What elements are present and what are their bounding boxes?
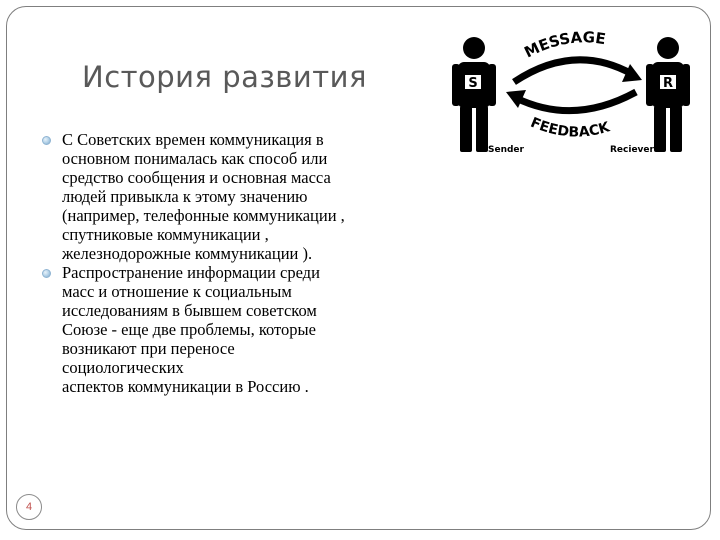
receiver-letter: R <box>662 76 674 91</box>
slide-title: История развития <box>82 60 367 94</box>
bullet-2-line-1: Распространение информации среди <box>62 263 320 282</box>
bullet-1-line-7: железнодорожные коммуникации ). <box>62 244 313 263</box>
bullet-item-2 <box>42 263 452 396</box>
receiver-figure-icon <box>646 37 690 152</box>
feedback-arrow-icon <box>506 90 636 111</box>
feedback-label: FEEDBACK <box>528 114 612 141</box>
bullet-1-line-2: основном понималась как способ или <box>62 149 328 168</box>
message-arrow-icon <box>514 60 642 82</box>
sender-caption: Sender <box>488 145 524 155</box>
bullet-2-line-4: Союзе - еще две проблемы, которые <box>62 320 316 339</box>
bullet-1-line-1: С Советских времен коммуникация в <box>62 130 324 149</box>
bullet-1-line-5: (например, телефонные коммуникации , <box>62 206 345 225</box>
page-number-badge <box>16 494 42 520</box>
bullet-2-line-5: возникают при переносе <box>62 339 235 358</box>
communication-diagram <box>444 20 704 170</box>
bullet-2-line-3: исследованиям в бывшем советском <box>62 301 317 320</box>
bullet-2-line-6: социологических <box>62 358 184 377</box>
bullet-1-line-3: средство сообщения и основная масса <box>62 168 331 187</box>
bullet-1-line-6: спутниковые коммуникации , <box>62 225 269 244</box>
bullet-2-line-2: масс и отношение к социальным <box>62 282 292 301</box>
bullet-1-line-4: людей привыкла к этому значению <box>62 187 308 206</box>
receiver-caption: Reciever <box>610 145 654 155</box>
message-label: MESSAGE <box>521 28 607 62</box>
sender-letter: S <box>468 76 478 91</box>
page-number: 4 <box>25 501 33 513</box>
sender-figure-icon <box>452 37 496 152</box>
bullet-dot-icon <box>42 136 51 145</box>
bullet-2-line-7: аспектов коммуникации в Россию . <box>62 377 309 396</box>
bullet-list <box>42 130 452 396</box>
bullet-dot-icon <box>42 269 51 278</box>
bullet-item-1 <box>42 130 452 263</box>
